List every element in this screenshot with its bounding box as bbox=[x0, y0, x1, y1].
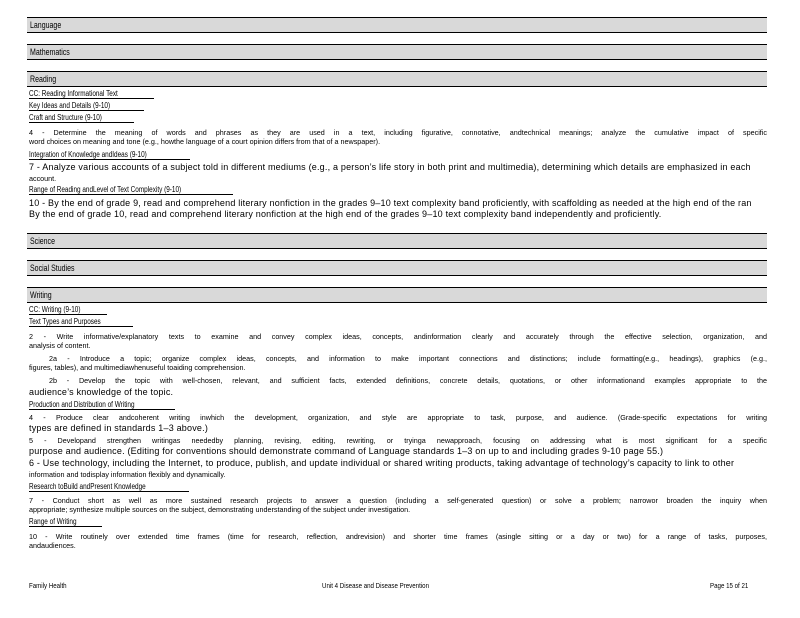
section-title: Reading bbox=[30, 74, 57, 84]
reading-heading-integration: Integration of Knowledge andIdeas (9-10) bbox=[29, 150, 190, 160]
writing-standard-7-line2: appropriate; synthesize multiple sources on the subject, demonstrating understanding of the subject under investigation. bbox=[29, 505, 411, 514]
writing-heading-research: Research toBuild andPresent Knowledge bbox=[29, 482, 189, 492]
reading-heading-range: Range of Reading andLevel of Text Complexity (9-10) bbox=[29, 185, 233, 195]
writing-heading-production: Production and Distribution of Writing bbox=[29, 400, 175, 410]
writing-standard-10-line1: 10 - Write routinely over extended time frames (time for research, reflection, andrevision) and shorter time frames (asingle sitting or a day or two) for a range of tasks, purposes, bbox=[29, 532, 767, 541]
reading-standard-7-line1: 7 - Analyze various accounts of a subject told in different mediums (e.g., a person’s life story in both print and multimedia), determining which details are emphasized in each bbox=[29, 162, 751, 172]
reading-heading-cc: CC: Reading Informational Text bbox=[29, 89, 154, 99]
writing-standard-2b-line2: audience’s knowledge of the topic. bbox=[29, 387, 174, 397]
writing-standard-7-line1: 7 - Conduct short as well as more sustained research projects to answer a question (including a self-generated question) or solve a problem; narrowor broaden the inquiry when bbox=[29, 496, 767, 505]
reading-heading-key-ideas: Key Ideas and Details (9-10) bbox=[29, 101, 144, 111]
footer-left: Family Health bbox=[29, 581, 67, 590]
writing-standard-2b-line1: 2b - Develop the topic with well-chosen, relevant, and sufficient facts, extended definitions, concrete details, quotations, or other informationand examples appropriate to the bbox=[49, 376, 767, 385]
section-title: Writing bbox=[30, 290, 52, 300]
writing-standard-2a-line1: 2a - Introduce a topic; organize complex ideas, concepts, and information to make important connections and distinctions; include formatting(e.g., headings), graphics (e.g., bbox=[49, 354, 767, 363]
section-title: Science bbox=[30, 236, 55, 246]
section-band-writing bbox=[27, 287, 767, 303]
section-band-mathematics bbox=[27, 44, 767, 60]
reading-heading-craft: Craft and Structure (9-10) bbox=[29, 113, 134, 123]
section-band-science bbox=[27, 233, 767, 249]
section-band-social-studies bbox=[27, 260, 767, 276]
footer-center: Unit 4 Disease and Disease Prevention bbox=[322, 581, 430, 590]
writing-standard-5-line2: purpose and audience. (Editing for conventions should demonstrate command of Language standards 1–3 on up to and including grades 9-10 page 55.) bbox=[29, 446, 664, 456]
writing-heading-range: Range of Writing bbox=[29, 517, 102, 527]
section-title: Mathematics bbox=[30, 47, 70, 57]
reading-standard-10-line1: 10 - By the end of grade 9, read and comprehend literary nonfiction in the grades 9–10 text complexity band proficiently, with scaffolding as needed at the high end of the ran bbox=[29, 198, 752, 208]
writing-standard-4-line1: 4 - Produce clear andcoherent writing inwhich the development, organization, and style are appropriate to task, purpose, and audience. (Grade-specific expectations for writing bbox=[29, 413, 767, 422]
writing-standard-5-line1: 5 - Developand strengthen writingas neededby planning, revising, editing, rewriting, or tryinga newapproach, focusing on addressing what is most significant for a specific bbox=[29, 436, 767, 445]
footer-page-number: Page 15 of 21 bbox=[710, 581, 749, 590]
writing-standard-4-line2: types are defined in standards 1–3 above.) bbox=[29, 423, 209, 433]
reading-standard-7-line2: account. bbox=[29, 174, 57, 183]
writing-standard-2-line1: 2 - Write informative/explanatory texts to examine and convey complex ideas, concepts, andinformation clearly and accurately through the effective selection, organization, and bbox=[29, 332, 767, 341]
reading-standard-10-line2: By the end of grade 10, read and comprehend literary nonfiction at the high end of the grades 9–10 text complexity band independently and proficiently. bbox=[29, 209, 662, 219]
writing-heading-cc: CC: Writing (9-10) bbox=[29, 305, 107, 315]
section-title: Social Studies bbox=[30, 263, 75, 273]
reading-standard-4-line1: 4 - Determine the meaning of words and phrases as they are used in a text, including figurative, connotative, andtechnical meanings; analyze the cumulative impact of specific bbox=[29, 128, 767, 137]
section-band-language bbox=[27, 17, 767, 33]
section-title: Language bbox=[30, 20, 62, 30]
writing-standard-10-line2: andaudiences. bbox=[29, 541, 76, 550]
writing-heading-text-types: Text Types and Purposes bbox=[29, 317, 133, 327]
reading-standard-4-line2: word choices on meaning and tone (e.g., howthe language of a court opinion differs from that of a newspaper). bbox=[29, 137, 381, 146]
section-band-reading bbox=[27, 71, 767, 87]
writing-standard-2a-line2: figures, tables), and multimediawhenuseful toaiding comprehension. bbox=[29, 363, 246, 372]
writing-standard-6-line2: information and todisplay information flexibly and dynamically. bbox=[29, 470, 226, 479]
writing-standard-6-line1: 6 - Use technology, including the Internet, to produce, publish, and update individual or shared writing products, taking advantage of technology’s capacity to link to other bbox=[29, 458, 735, 468]
writing-standard-2-line2: analysis of content. bbox=[29, 341, 91, 350]
